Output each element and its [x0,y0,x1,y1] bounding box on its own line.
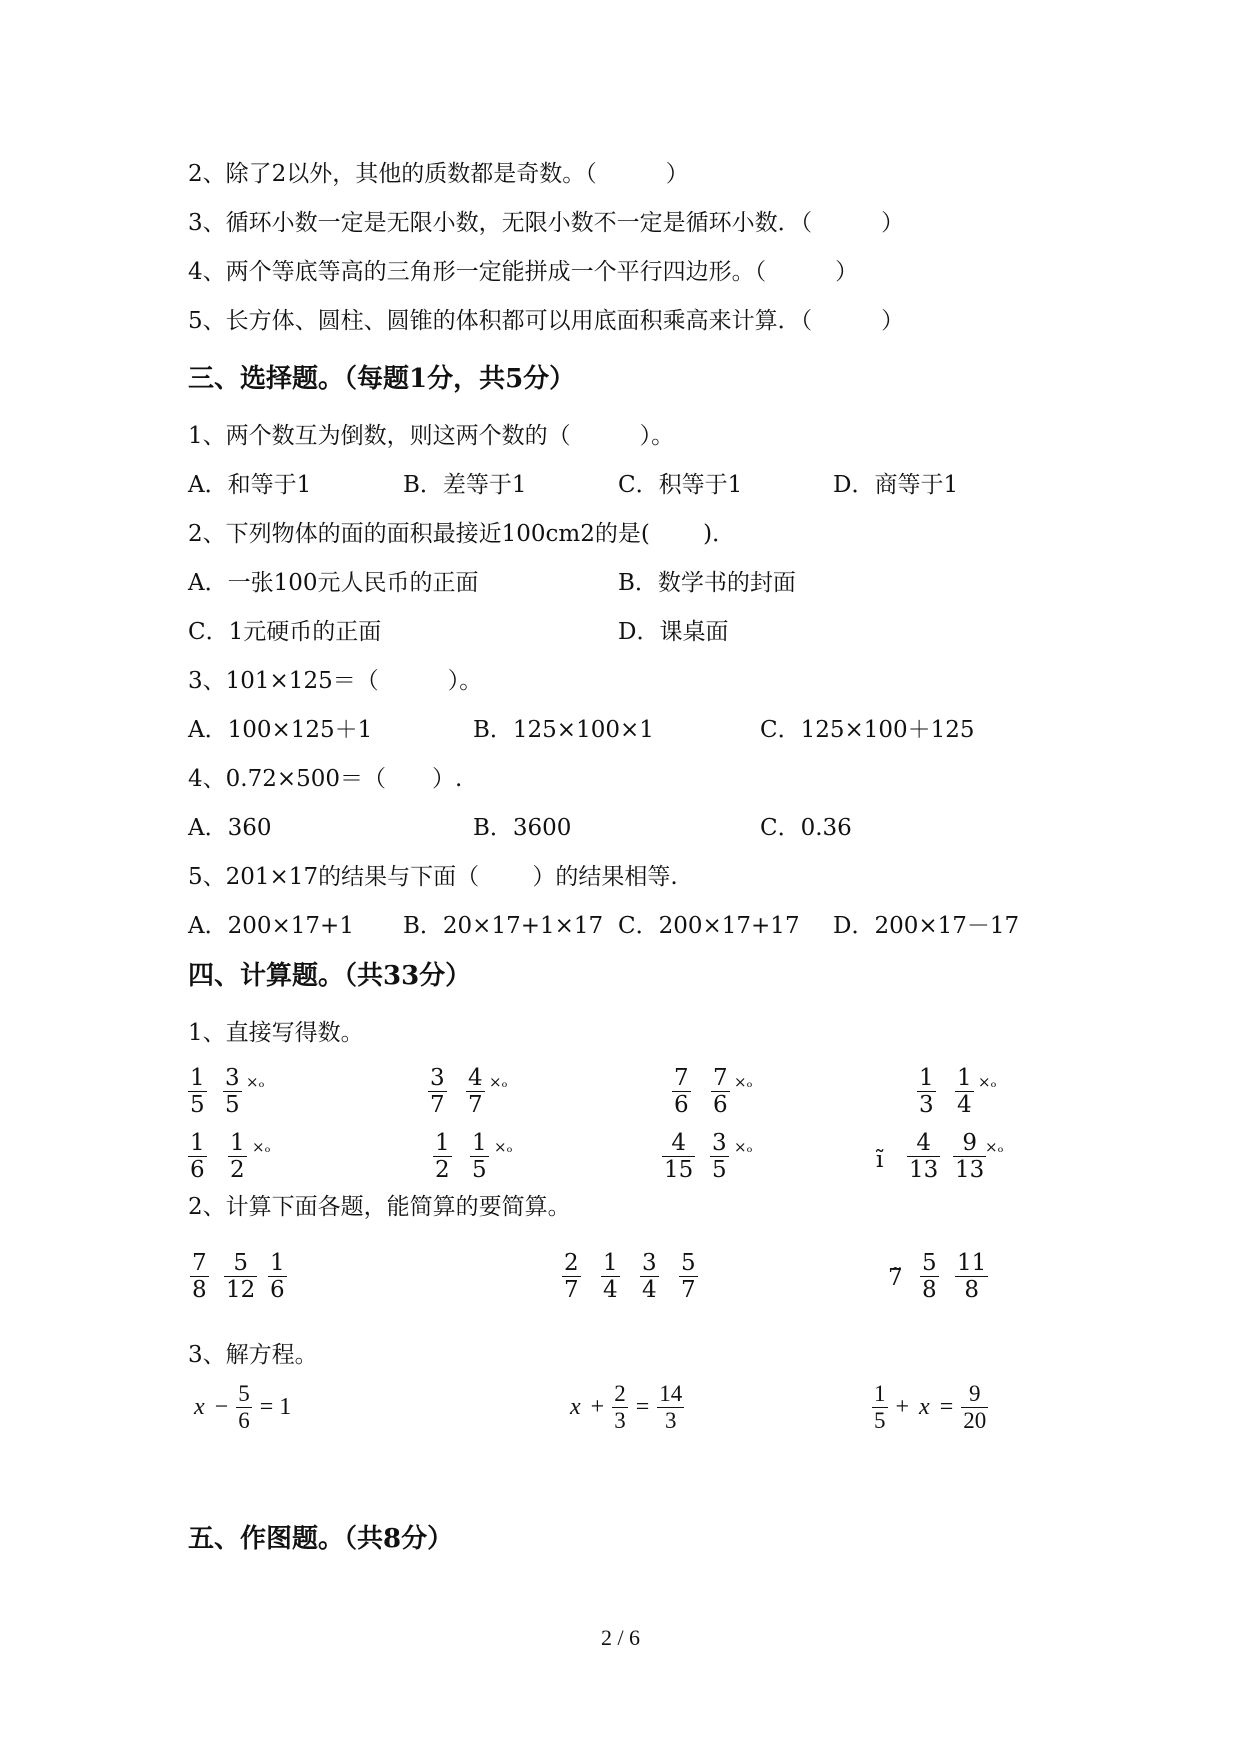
choice-q4-stem: 4、0.72×500＝（ ）. [188,766,463,792]
choice-q5-stem: 5、201×17的结果与下面（ ）的结果相等. [188,864,678,890]
choice-q3-option-c: C．125×100＋125 [760,717,975,743]
fraction: 5 7 [681,1250,696,1303]
stray-glyph: 7̃ [888,1265,903,1291]
fraction: 2 7 [564,1250,579,1303]
choice-q1-option-c: C．积等于1 [618,472,743,498]
fraction: 5 8 [922,1250,937,1303]
choice-q1-stem: 1、两个数互为倒数，则这两个数的（ ）。 [188,423,675,449]
fraction: $\frac{2}{3}$ [614,1381,626,1433]
judge-item-4: 4、两个等底等高的三角形一定能拼成一个平行四边形。（ ） [188,259,859,285]
fraction: $\frac{5}{6}$ [238,1381,250,1433]
answer-mark: ×ₒ [494,1138,513,1156]
fraction: 7 6 [713,1065,728,1118]
choice-q5-option-d: D．200×17－17 [833,913,1020,939]
fraction: 1 4 [957,1065,972,1118]
equation-1: x − $\frac{5}{6}$ = 1 [194,1381,292,1433]
stray-glyph: ĩ [876,1147,884,1173]
answer-mark: ×ₒ [734,1138,753,1156]
answer-mark: ×ₒ [489,1073,508,1091]
calc-q1-stem: 1、直接写得数。 [188,1020,364,1046]
equation-2: x + $\frac{2}{3}$ = $\frac{14}{3}$ [570,1381,683,1433]
fraction: 7 6 [674,1065,689,1118]
fraction: 3 5 [225,1065,240,1118]
choice-q4-option-c: C．0.36 [760,815,852,841]
choice-q1-option-d: D．商等于1 [833,472,959,498]
choice-q4-option-b: B．3600 [473,815,572,841]
judge-item-2: 2、除了2以外，其他的质数都是奇数。（ ） [188,161,689,187]
fraction: $\frac{1}{5}$ [874,1381,886,1433]
choice-q4-option-a: A．360 [188,815,272,841]
fraction: $\frac{9}{20}$ [963,1381,987,1433]
fraction: 3 4 [642,1250,657,1303]
answer-mark: ×ₒ [252,1138,271,1156]
fraction: 1 5 [190,1065,205,1118]
choice-q1-option-a: A．和等于1 [188,472,312,498]
fraction: 1 6 [270,1250,285,1303]
choice-q2-option-c: C．1元硬币的正面 [188,619,382,645]
fraction: 1 3 [919,1065,934,1118]
calc-heading: 四、计算题。（共33分） [188,961,472,991]
choice-q5-option-c: C．200×17+17 [618,913,800,939]
choice-q3-stem: 3、101×125＝（ ）。 [188,668,483,694]
equation-3: $\frac{1}{5}$ + x = $\frac{9}{20}$ [874,1381,987,1433]
choice-q5-option-a: A．200×17+1 [188,913,354,939]
choice-q2-option-d: D．课桌面 [618,619,729,645]
fraction: 1 4 [603,1250,618,1303]
answer-mark: ×ₒ [246,1073,265,1091]
answer-mark: ×ₒ [985,1138,1004,1156]
calc-q3-stem: 3、解方程。 [188,1342,318,1368]
fraction: 5 12 [226,1250,256,1303]
fraction: 4 7 [468,1065,483,1118]
fraction: 11 8 [957,1250,987,1303]
choice-q2-option-b: B．数学书的封面 [618,570,796,596]
choice-q2-stem: 2、下列物体的面的面积最接近100cm2的是( )． [188,521,736,547]
fraction: 1 6 [190,1130,205,1183]
answer-mark: ×ₒ [734,1073,753,1091]
choice-q5-option-b: B．20×17+1×17 [403,913,604,939]
fraction: 1 2 [435,1130,450,1183]
fraction: 9 13 [955,1130,985,1183]
calc-q2-stem: 2、计算下面各题，能简算的要简算。 [188,1194,571,1220]
fraction: 1 5 [472,1130,487,1183]
choice-q2-option-a: A．一张100元人民币的正面 [188,570,479,596]
fraction: 4 13 [909,1130,939,1183]
choice-q1-option-b: B．差等于1 [403,472,527,498]
fraction: 4 15 [664,1130,694,1183]
choice-q3-option-a: A．100×125＋1 [188,717,373,743]
fraction: $\frac{14}{3}$ [659,1381,683,1433]
fraction: 3 5 [712,1130,727,1183]
draw-heading: 五、作图题。（共8分） [188,1524,454,1554]
fraction: 1 2 [230,1130,245,1183]
choice-q3-option-b: B．125×100×1 [473,717,654,743]
answer-mark: ×ₒ [978,1073,997,1091]
judge-item-3: 3、循环小数一定是无限小数，无限小数不一定是循环小数．（ ） [188,210,905,236]
judge-item-5: 5、长方体、圆柱、圆锥的体积都可以用底面积乘高来计算．（ ） [188,308,905,334]
choice-heading: 三、选择题。（每题1分，共5分） [188,364,576,394]
page-number: 2 / 6 [600,1625,641,1650]
fraction: 3 7 [430,1065,445,1118]
fraction: 7 8 [192,1250,207,1303]
